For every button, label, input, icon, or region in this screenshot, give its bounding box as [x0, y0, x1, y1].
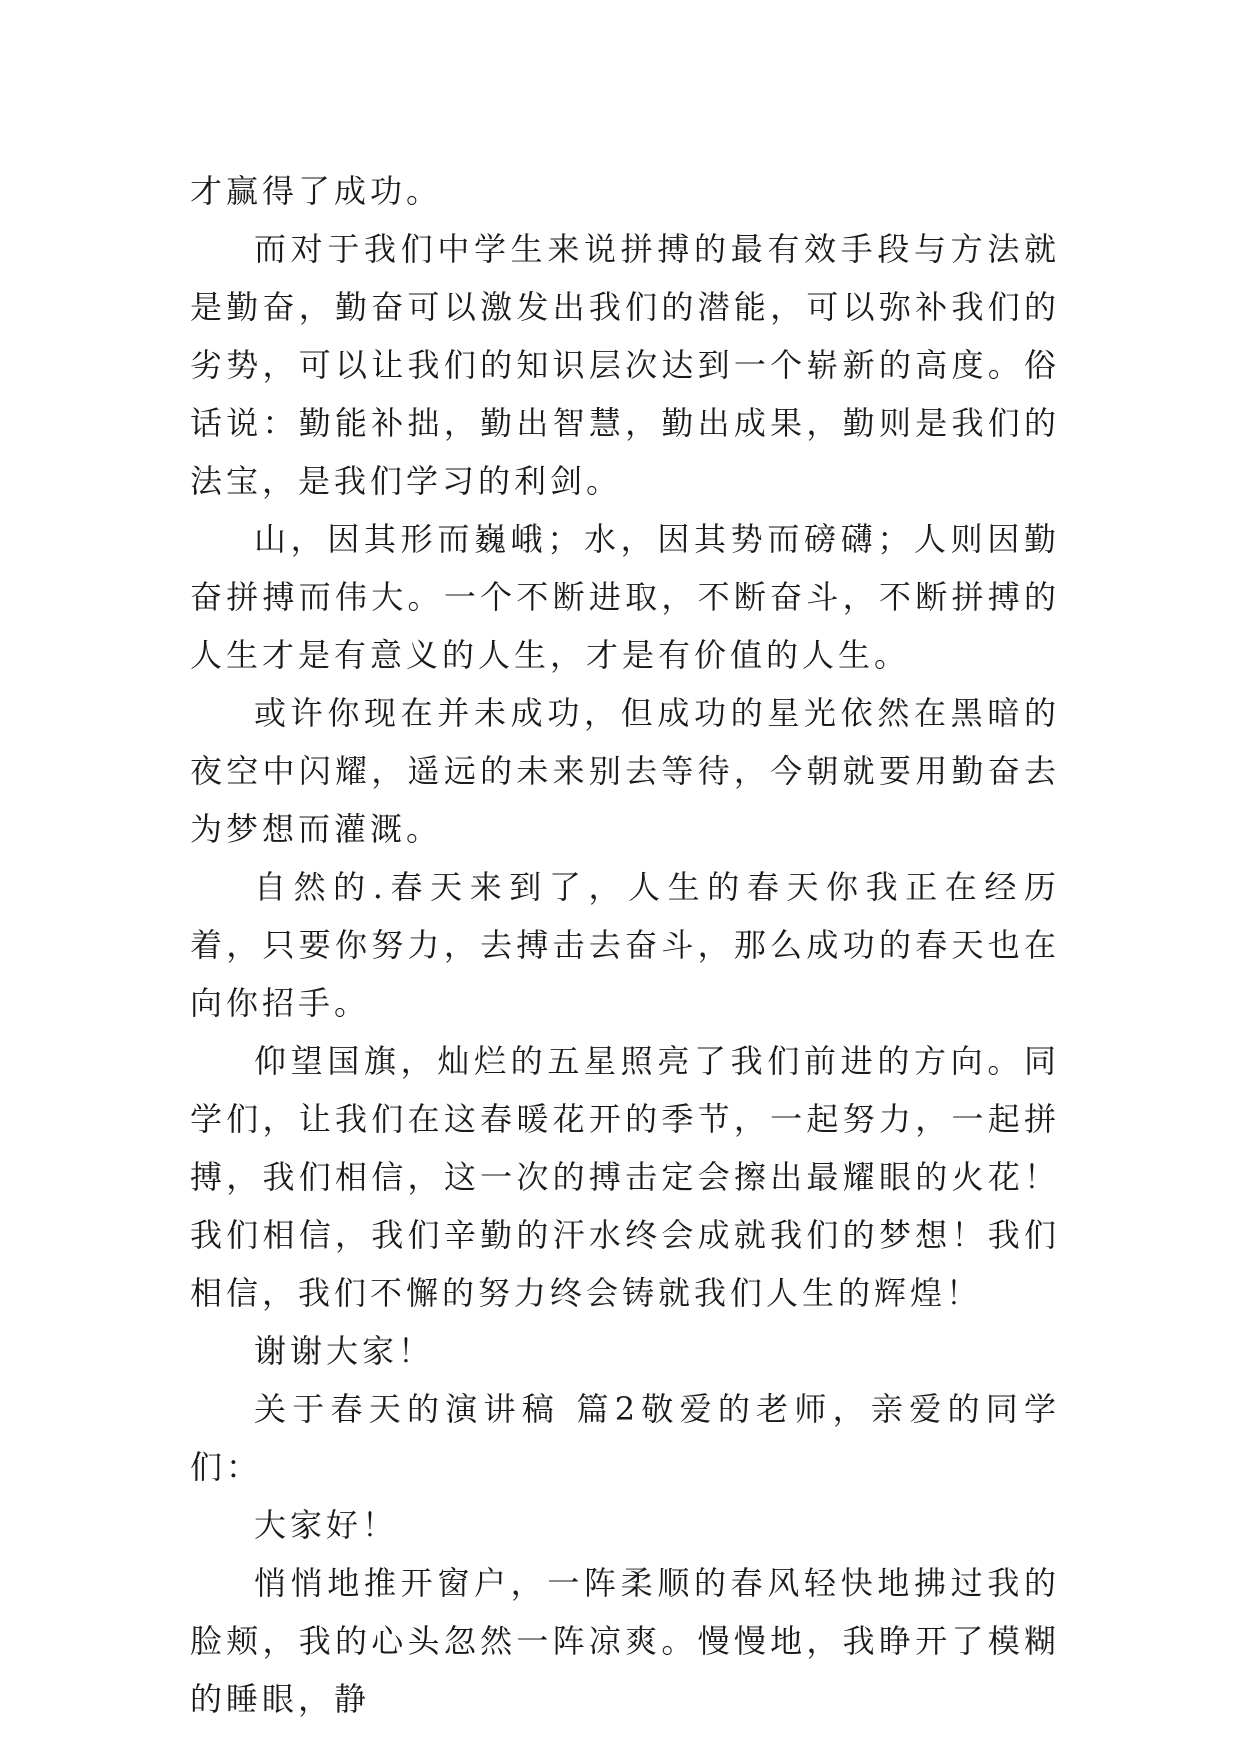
paragraph: 或许你现在并未成功，但成功的星光依然在黑暗的夜空中闪耀，遥远的未来别去等待，今朝就要用勤奋去为梦想而灌溉。	[190, 694, 1060, 848]
document-body	[190, 162, 1060, 1728]
section-heading: 关于春天的演讲稿 篇2敬爱的老师，亲爱的同学们：	[190, 1390, 1060, 1486]
paragraph: 而对于我们中学生来说拼搏的最有效手段与方法就是勤奋，勤奋可以激发出我们的潜能，可以弥补我们的劣势，可以让我们的知识层次达到一个崭新的高度。俗话说：勤能补拙，勤出智慧，勤出成果，勤则是我们的法宝，是我们学习的利剑。	[190, 230, 1060, 500]
paragraph-closing: 谢谢大家！	[254, 1332, 435, 1370]
paragraph: 悄悄地推开窗户，一阵柔顺的春风轻快地拂过我的脸颊，我的心头忽然一阵凉爽。慢慢地，我睁开了模糊的睡眼，静	[190, 1564, 1060, 1718]
paragraph: 仰望国旗，灿烂的五星照亮了我们前进的方向。同学们，让我们在这春暖花开的季节，一起努力，一起拼搏，我们相信，这一次的搏击定会擦出最耀眼的火花！我们相信，我们辛勤的汗水终会成就我们的梦想！我们相信，我们不懈的努力终会铸就我们人生的辉煌！	[190, 1042, 1060, 1312]
paragraph: 才赢得了成功。	[190, 172, 443, 210]
paragraph: 自然的.春天来到了，人生的春天你我正在经历着，只要你努力，去搏击去奋斗，那么成功的春天也在向你招手。	[190, 868, 1060, 1022]
paragraph: 山，因其形而巍峨；水，因其势而磅礴；人则因勤奋拼搏而伟大。一个不断进取，不断奋斗，不断拼搏的人生才是有意义的人生，才是有价值的人生。	[190, 520, 1060, 674]
paragraph-greeting: 大家好！	[254, 1506, 399, 1544]
